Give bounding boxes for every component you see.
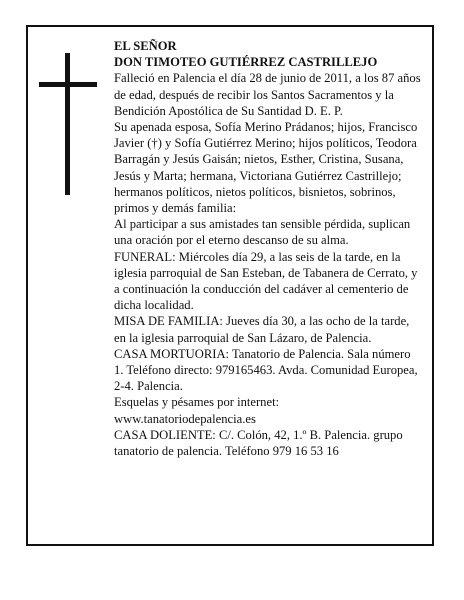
prayer-request: Al participar a sus amistades tan sensible pérdida, suplican una oración por el eterno descanso de su alma. xyxy=(114,217,411,248)
internet-condolences: Esquelas y pésames por internet: www.tanatoriodepalencia.es xyxy=(114,395,280,426)
family-list: Su apenada esposa, Sofía Merino Prádanos; hijos, Francisco Javier (†) y Sofía Gutiérrez Merino; hijos políticos, Teodora Barragán y Jesús Gaisán; nietos, Esther, Cristina, Susana, Jesús y Marta; hermana, Victoriana Gutiérrez Castrillejo; hermanos políticos, nietos políticos, bisnietos, sobrinos, primos y demás familia: xyxy=(114,120,418,216)
title-line-1: EL SEÑOR xyxy=(114,39,177,53)
cross-icon xyxy=(65,53,70,195)
death-notice: Falleció en Palencia el día 28 de junio de 2011, a los 87 años de edad, después de recibir los Santos Sacramentos y la Bendición Apostólica de Su Santidad D. E. P. xyxy=(114,71,421,118)
funeral-home-info: CASA MORTUORIA: Tanatorio de Palencia. Sala número 1. Teléfono directo: 979165463. Avda. Comunidad Europea, 2-4. Palencia. xyxy=(114,346,418,394)
deceased-name: DON TIMOTEO GUTIÉRREZ CASTRILLEJO xyxy=(114,55,378,70)
obituary-text xyxy=(114,38,422,459)
funeral-info: FUNERAL: Miércoles día 29, a las seis de la tarde, en la iglesia parroquial de San Esteban, de Tabanera de Cerrato, y a continuación la conducción del cadáver al cementerio de dicha localidad. xyxy=(114,249,418,313)
family-mass-info: MISA DE FAMILIA: Jueves día 30, a las ocho de la tarde, en la iglesia parroquial de San Lázaro, de Palencia. xyxy=(114,314,410,345)
family-home-info: CASA DOLIENTE: C/. Colón, 42, 1.º B. Palencia. grupo tanatorio de palencia. Teléfono 979 16 53 16 xyxy=(114,427,403,459)
cross-icon-bar xyxy=(39,82,97,87)
